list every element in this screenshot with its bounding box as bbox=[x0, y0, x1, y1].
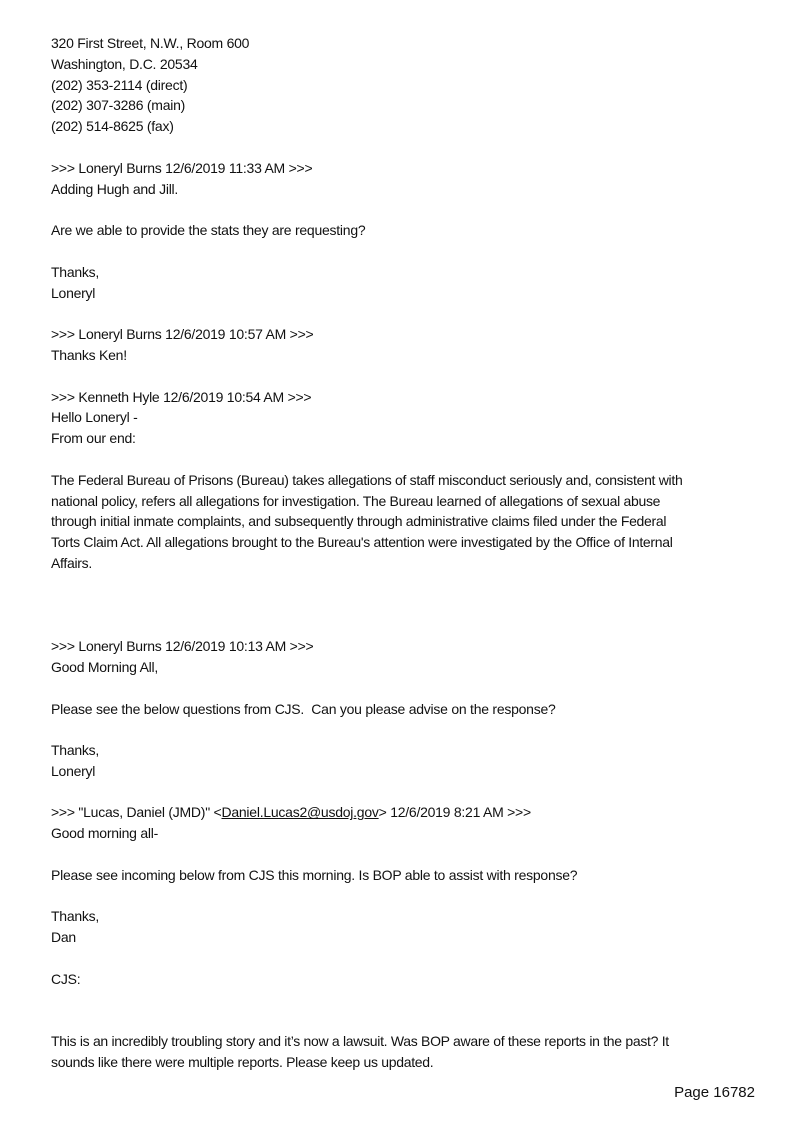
message-header: >>> Loneryl Burns 12/6/2019 10:57 AM >>> bbox=[51, 326, 314, 343]
paragraph-line: national policy, refers all allegations for investigation. The Bureau learned of allegations of sexual abuse bbox=[51, 492, 661, 509]
message-header bbox=[51, 802, 751, 823]
signature-address-line1: 320 First Street, N.W., Room 600 bbox=[51, 35, 250, 51]
message-signoff: Loneryl bbox=[51, 762, 96, 779]
message-text: Please see incoming below from CJS this morning. Is BOP able to assist with response? bbox=[51, 866, 578, 883]
cjs-label: CJS: bbox=[51, 970, 81, 987]
message-header: >>> Loneryl Burns 12/6/2019 10:13 AM >>> bbox=[51, 638, 314, 655]
message-text: Good morning all- bbox=[51, 825, 159, 842]
paragraph-line: Affairs. bbox=[51, 554, 92, 571]
message-3 bbox=[51, 387, 751, 574]
signature-phone-main: (202) 307-3286 (main) bbox=[51, 97, 186, 114]
message-text: Please see the below questions from CJS. Can you please advise on the response? bbox=[51, 700, 556, 717]
message-text: Adding Hugh and Jill. bbox=[51, 180, 179, 197]
message-text: Hello Loneryl - bbox=[51, 409, 138, 426]
paragraph-line: through initial inmate complaints, and subsequently through administrative claims filed under the Federal bbox=[51, 513, 667, 530]
message-header: >>> Kenneth Hyle 12/6/2019 10:54 AM >>> bbox=[51, 388, 312, 405]
message-1 bbox=[51, 158, 751, 304]
message-header: >>> Loneryl Burns 12/6/2019 11:33 AM >>> bbox=[51, 159, 313, 176]
message-body-paragraph bbox=[51, 470, 751, 574]
message-text: Are we able to provide the stats they are requesting? bbox=[51, 222, 366, 239]
header-timestamp: > 12/6/2019 8:21 AM >>> bbox=[378, 804, 531, 821]
message-closing: Thanks, bbox=[51, 263, 100, 280]
signature-block bbox=[51, 33, 751, 137]
quoted-text-line: sounds like there were multiple reports. Please keep us updated. bbox=[51, 1054, 434, 1071]
signature-fax: (202) 514-8625 (fax) bbox=[51, 118, 174, 135]
message-closing: Thanks, bbox=[51, 742, 100, 759]
email-document bbox=[51, 33, 751, 1073]
signature-phone-direct: (202) 353-2114 (direct) bbox=[51, 76, 188, 93]
message-signoff: Loneryl bbox=[51, 284, 96, 301]
message-text: From our end: bbox=[51, 430, 136, 447]
paragraph-line: The Federal Bureau of Prisons (Bureau) takes allegations of staff misconduct seriously and, consistent with bbox=[51, 471, 683, 488]
quoted-text-line: This is an incredibly troubling story and it’s now a lawsuit. Was BOP aware of these reports in the past? It bbox=[51, 1033, 669, 1050]
message-text: Thanks Ken! bbox=[51, 346, 127, 363]
message-2 bbox=[51, 324, 751, 366]
sender-email-link[interactable]: Daniel.Lucas2@usdoj.gov bbox=[221, 804, 379, 821]
paragraph-line: Torts Claim Act. All allegations brought to the Bureau's attention were investigated by the Office of Internal bbox=[51, 534, 673, 551]
signature-address-line2: Washington, D.C. 20534 bbox=[51, 55, 198, 72]
message-text: Good Morning All, bbox=[51, 658, 159, 675]
header-sender: >>> "Lucas, Daniel (JMD)" < bbox=[51, 804, 222, 821]
message-signoff: Dan bbox=[51, 929, 76, 946]
message-5 bbox=[51, 802, 751, 1072]
message-4 bbox=[51, 636, 751, 782]
message-closing: Thanks, bbox=[51, 908, 100, 925]
page-number: Page 16782 bbox=[674, 1084, 755, 1101]
